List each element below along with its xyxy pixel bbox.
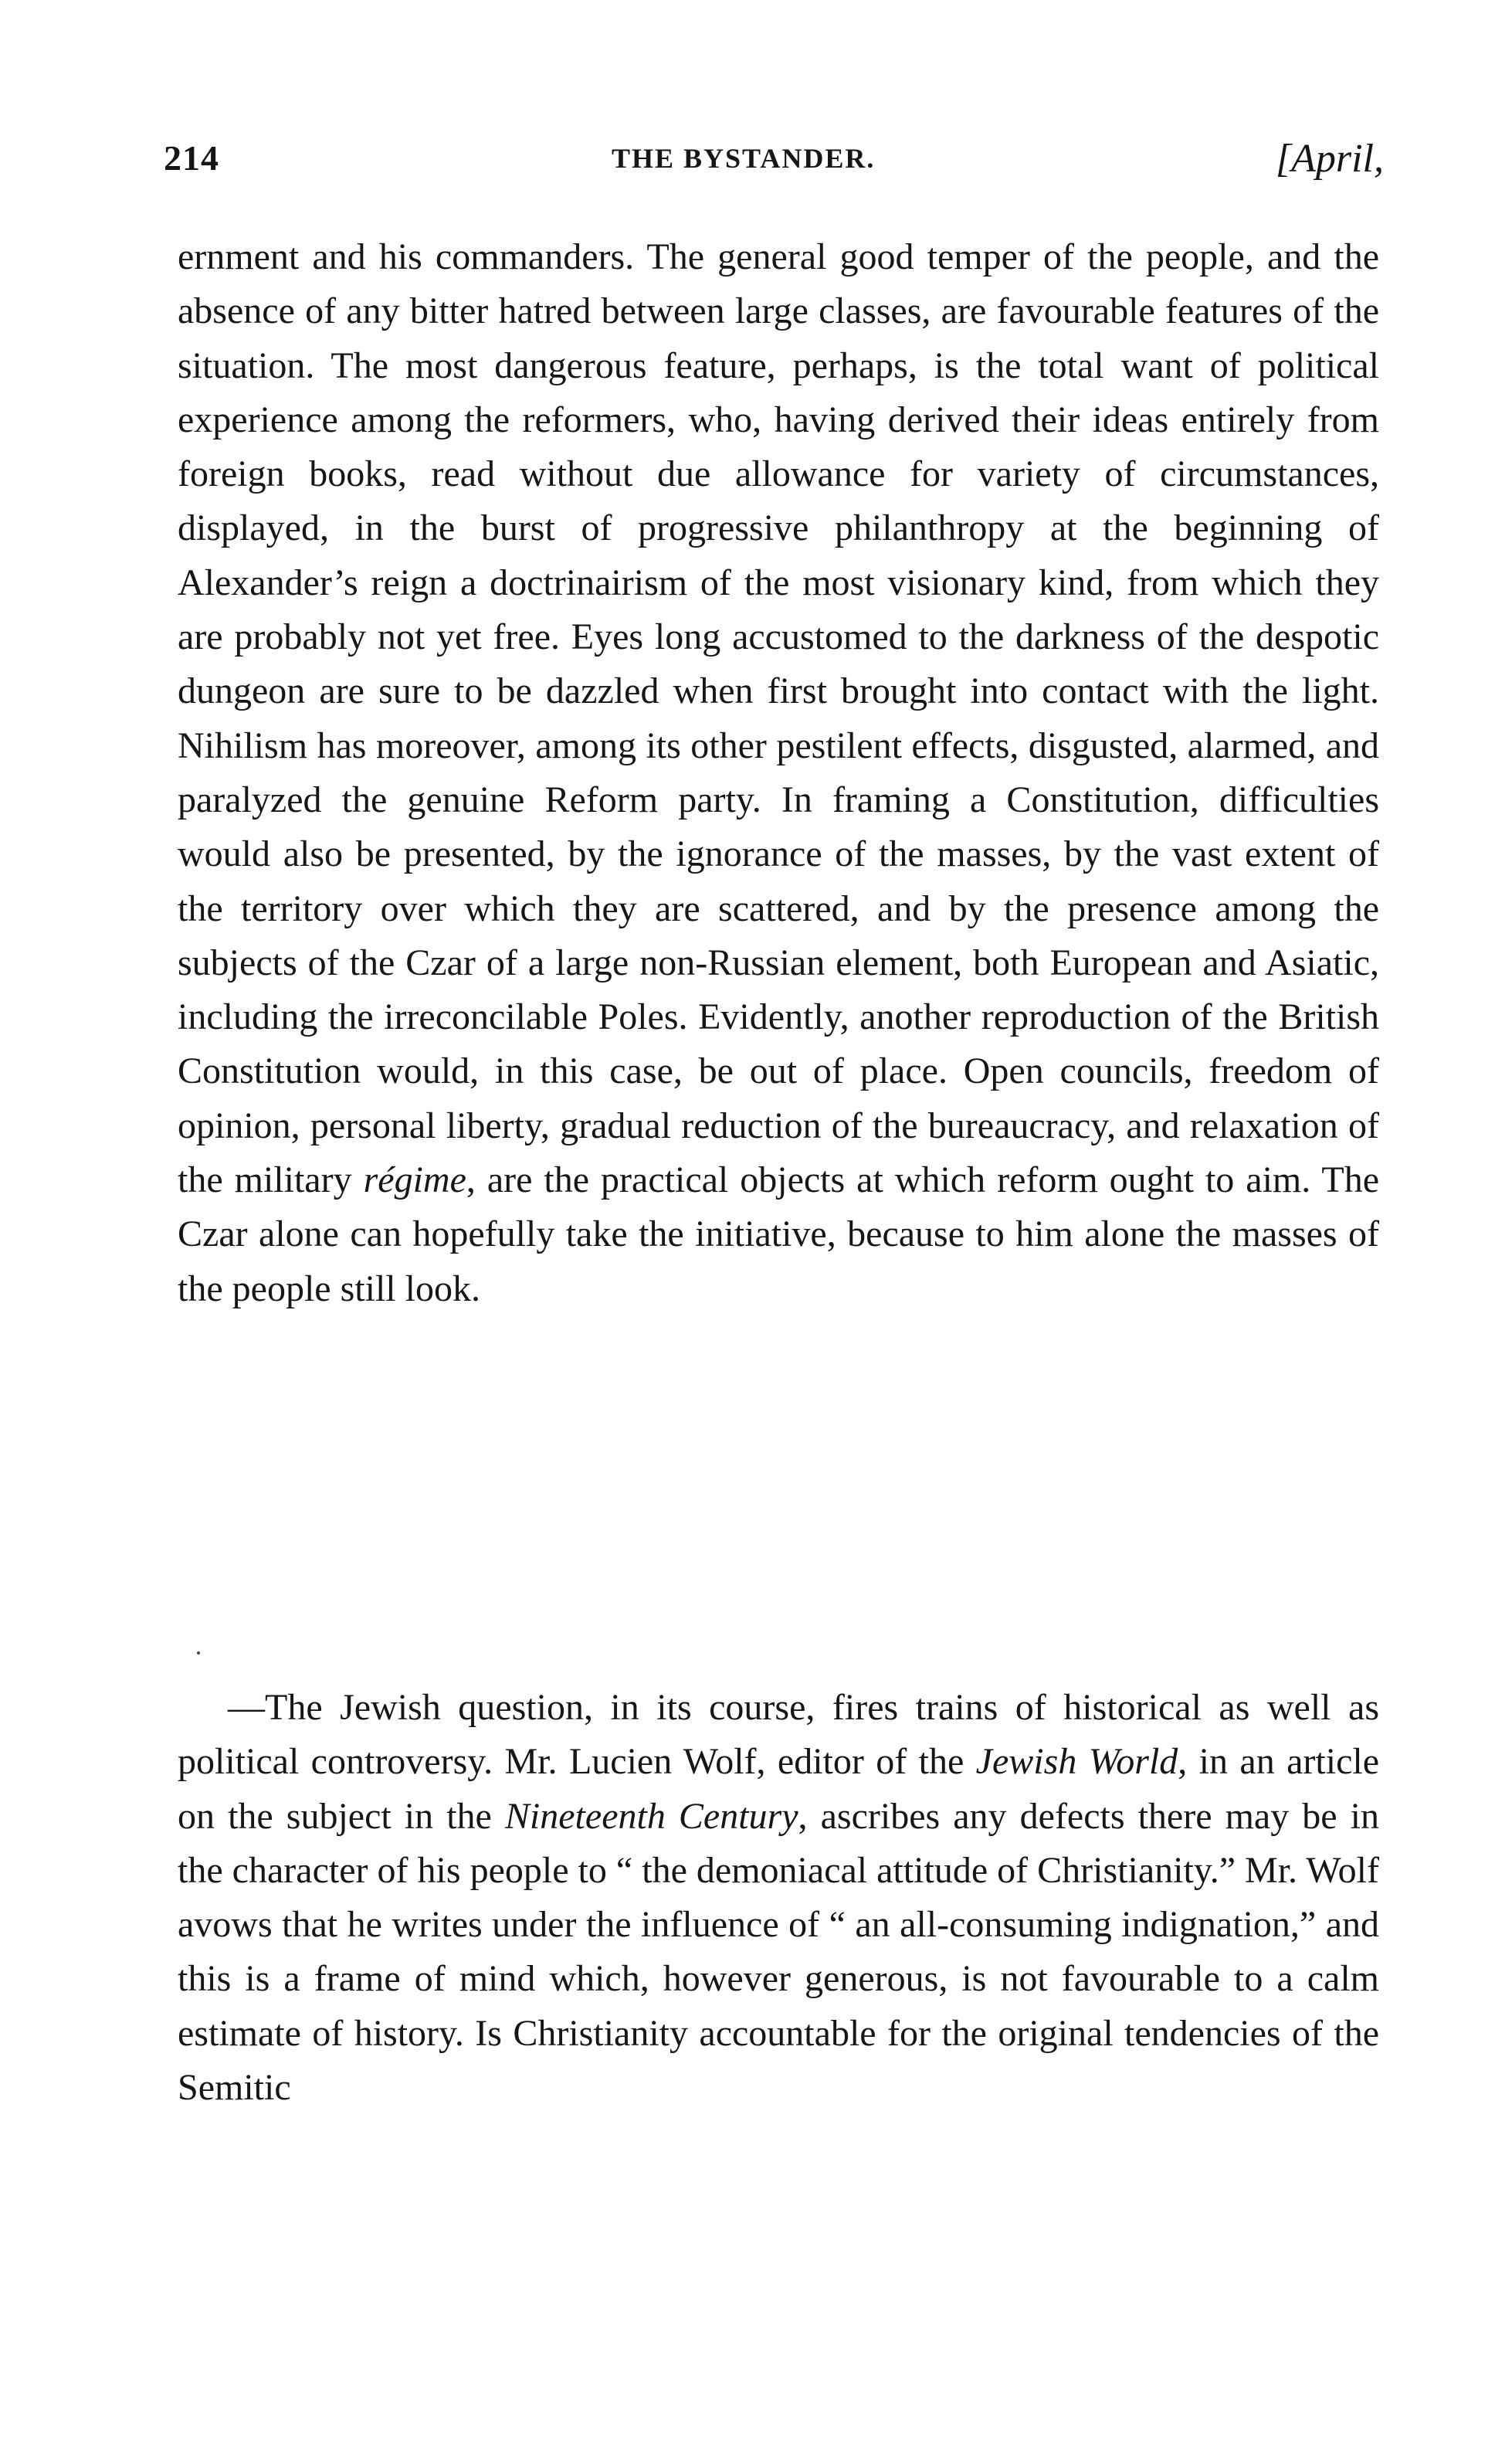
paragraph-text-part: —The Jewish question, in its course, fires trains of historical as well as political controversy. Mr. Lucien Wolf, editor of the: [178, 1687, 1379, 1783]
italic-title-nineteenth-century: Nineteenth Century: [504, 1795, 798, 1837]
paragraph-text-part: , are the practical objects at which reform ought to aim. The Czar alone can hopefully take the initiative, because to him alone the masses of the people still look.: [178, 1159, 1380, 1309]
paragraph-text-part: , in an article on the subject in the: [178, 1741, 1380, 1837]
paragraph-text-part: ernment and his commanders. The general good temper of the people, and the absence of any bitter hatred between large classes, are favourable features of the situation. The most dangerous feature, perhaps, is the total want of political experience among the reformers, who, having derived their ideas entirely from foreign books, read without due allowance for variety of circumstances, displayed, in the burst of progressive philanthropy at the beginning of Alexander’s reign a doctrinairism of the most visionary kind, from which they are probably not yet free. Eyes long accustomed to the darkness of the despotic dungeon are sure to be dazzled when first brought into contact with the light. Nihilism has moreover, among its other pestilent effects, disgusted, alarmed, and paralyzed the genuine Reform party. In framing a Constitution, difficulties would also be presented, by the ignorance of the masses, by the vast extent of the territory over which they are scattered, and by the presence among the subjects of the Czar of a large non-Russian element, both European and Asiatic, including the irreconcilable Poles. Evidently, another reproduction of the British Constitution would, in this case, be out of place. Open councils, freedom of opinion, personal liberty, gradual reduction of the bureaucracy, and relaxation of the military: [178, 236, 1379, 1201]
print-mark: [197, 1651, 200, 1655]
header-date: [April,: [1275, 137, 1384, 181]
running-head: THE BYSTANDER.: [612, 143, 876, 174]
page-number: 214: [164, 138, 219, 178]
paragraph-text: [178, 230, 1379, 1316]
italic-title-jewish-world: Jewish World: [975, 1741, 1178, 1783]
paragraph-russia-reform: [178, 230, 1379, 1316]
paragraph-text: [178, 1681, 1379, 2115]
paragraph-jewish-question: [178, 1681, 1379, 2115]
italic-term-regime: régime: [363, 1159, 466, 1201]
paragraph-text-part: , ascribes any defects there may be in the character of his people to “ the demoniacal attitude of Christianity.” Mr. Wolf avows that he writes under the influence of “ an all-consuming indignation,” and this is a frame of mind which, however generous, is not favourable to a calm estimate of history. Is Christianity accountable for the original tendencies of the Semitic: [178, 1795, 1379, 2109]
page-header: [164, 131, 1384, 193]
